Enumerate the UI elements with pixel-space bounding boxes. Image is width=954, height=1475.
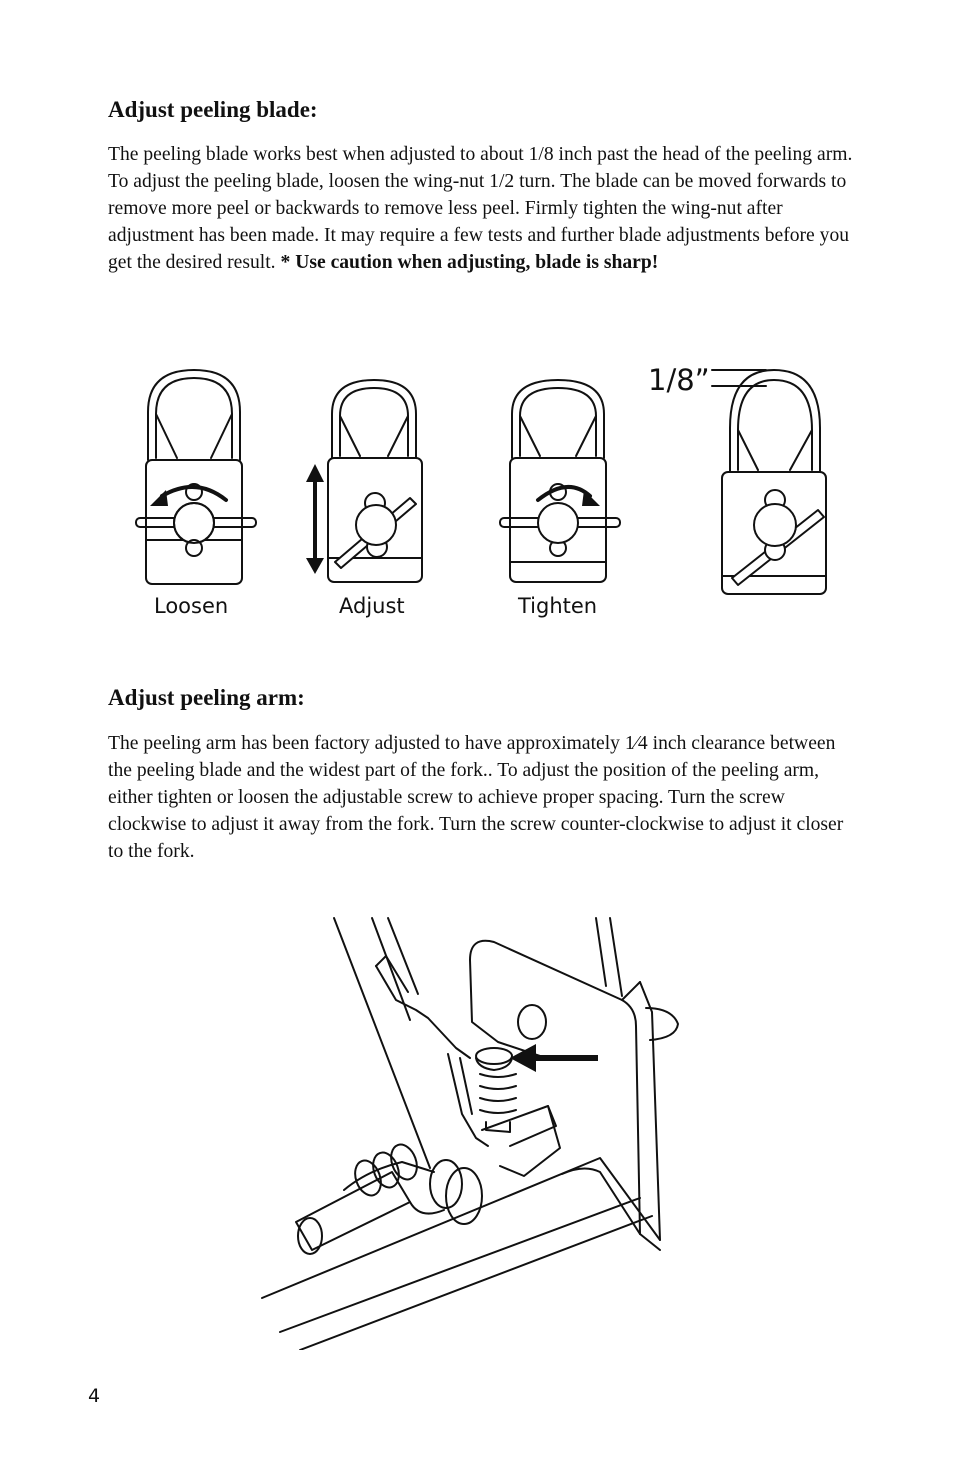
blade-tighten-illustration [500,380,620,582]
blade-adjustment-diagram [0,350,954,640]
section-heading-adjust-arm: Adjust peeling arm: [108,685,305,710]
caution-warning: * Use caution when adjusting, blade is sharp! [280,252,659,273]
blade-instructions-text: The peeling blade works best when adjusted to about 1/8 inch past the head of the peeling arm. To adjust the peeling blade, loosen the wing-nut 1/2 turn. The blade can be moved forwards to remove more peel or backwards to remove less peel. Firmly tighten the wing-nut after adjustment has been made. It may require a few tests and further blade adjustments before you get the desired result. [108,144,853,273]
label-one-eighth-inch: 1/8” [648,363,710,397]
label-tighten: Tighten [518,594,598,618]
blade-loosen-illustration [136,370,256,584]
label-adjust: Adjust [339,594,405,618]
blade-measure-illustration [712,370,826,594]
counterclockwise-arrowhead-icon [150,490,168,506]
peeling-arm-illustration [0,900,954,1350]
blade-adjust-illustration [328,380,422,582]
section-heading-adjust-blade: Adjust peeling blade: [108,97,318,122]
pointer-arrow-icon [510,1044,598,1072]
clockwise-arrowhead-icon [582,490,600,506]
blade-instructions [108,141,858,276]
arrow-down-icon [306,558,324,574]
label-loosen: Loosen [154,594,229,618]
page-number: 4 [88,1385,101,1407]
arrow-up-icon [306,464,324,482]
arm-instructions: The peeling arm has been factory adjusted to have approximately 1⁄4 inch clearance between the peeling blade and the widest part of the fork.. To adjust the position of the peeling arm, either tighten or loosen the adjustable screw to achieve proper spacing. Turn the screw clockwise to adjust it away from the fork. Turn the screw counter-clockwise to adjust it closer to the fork. [108,733,844,862]
